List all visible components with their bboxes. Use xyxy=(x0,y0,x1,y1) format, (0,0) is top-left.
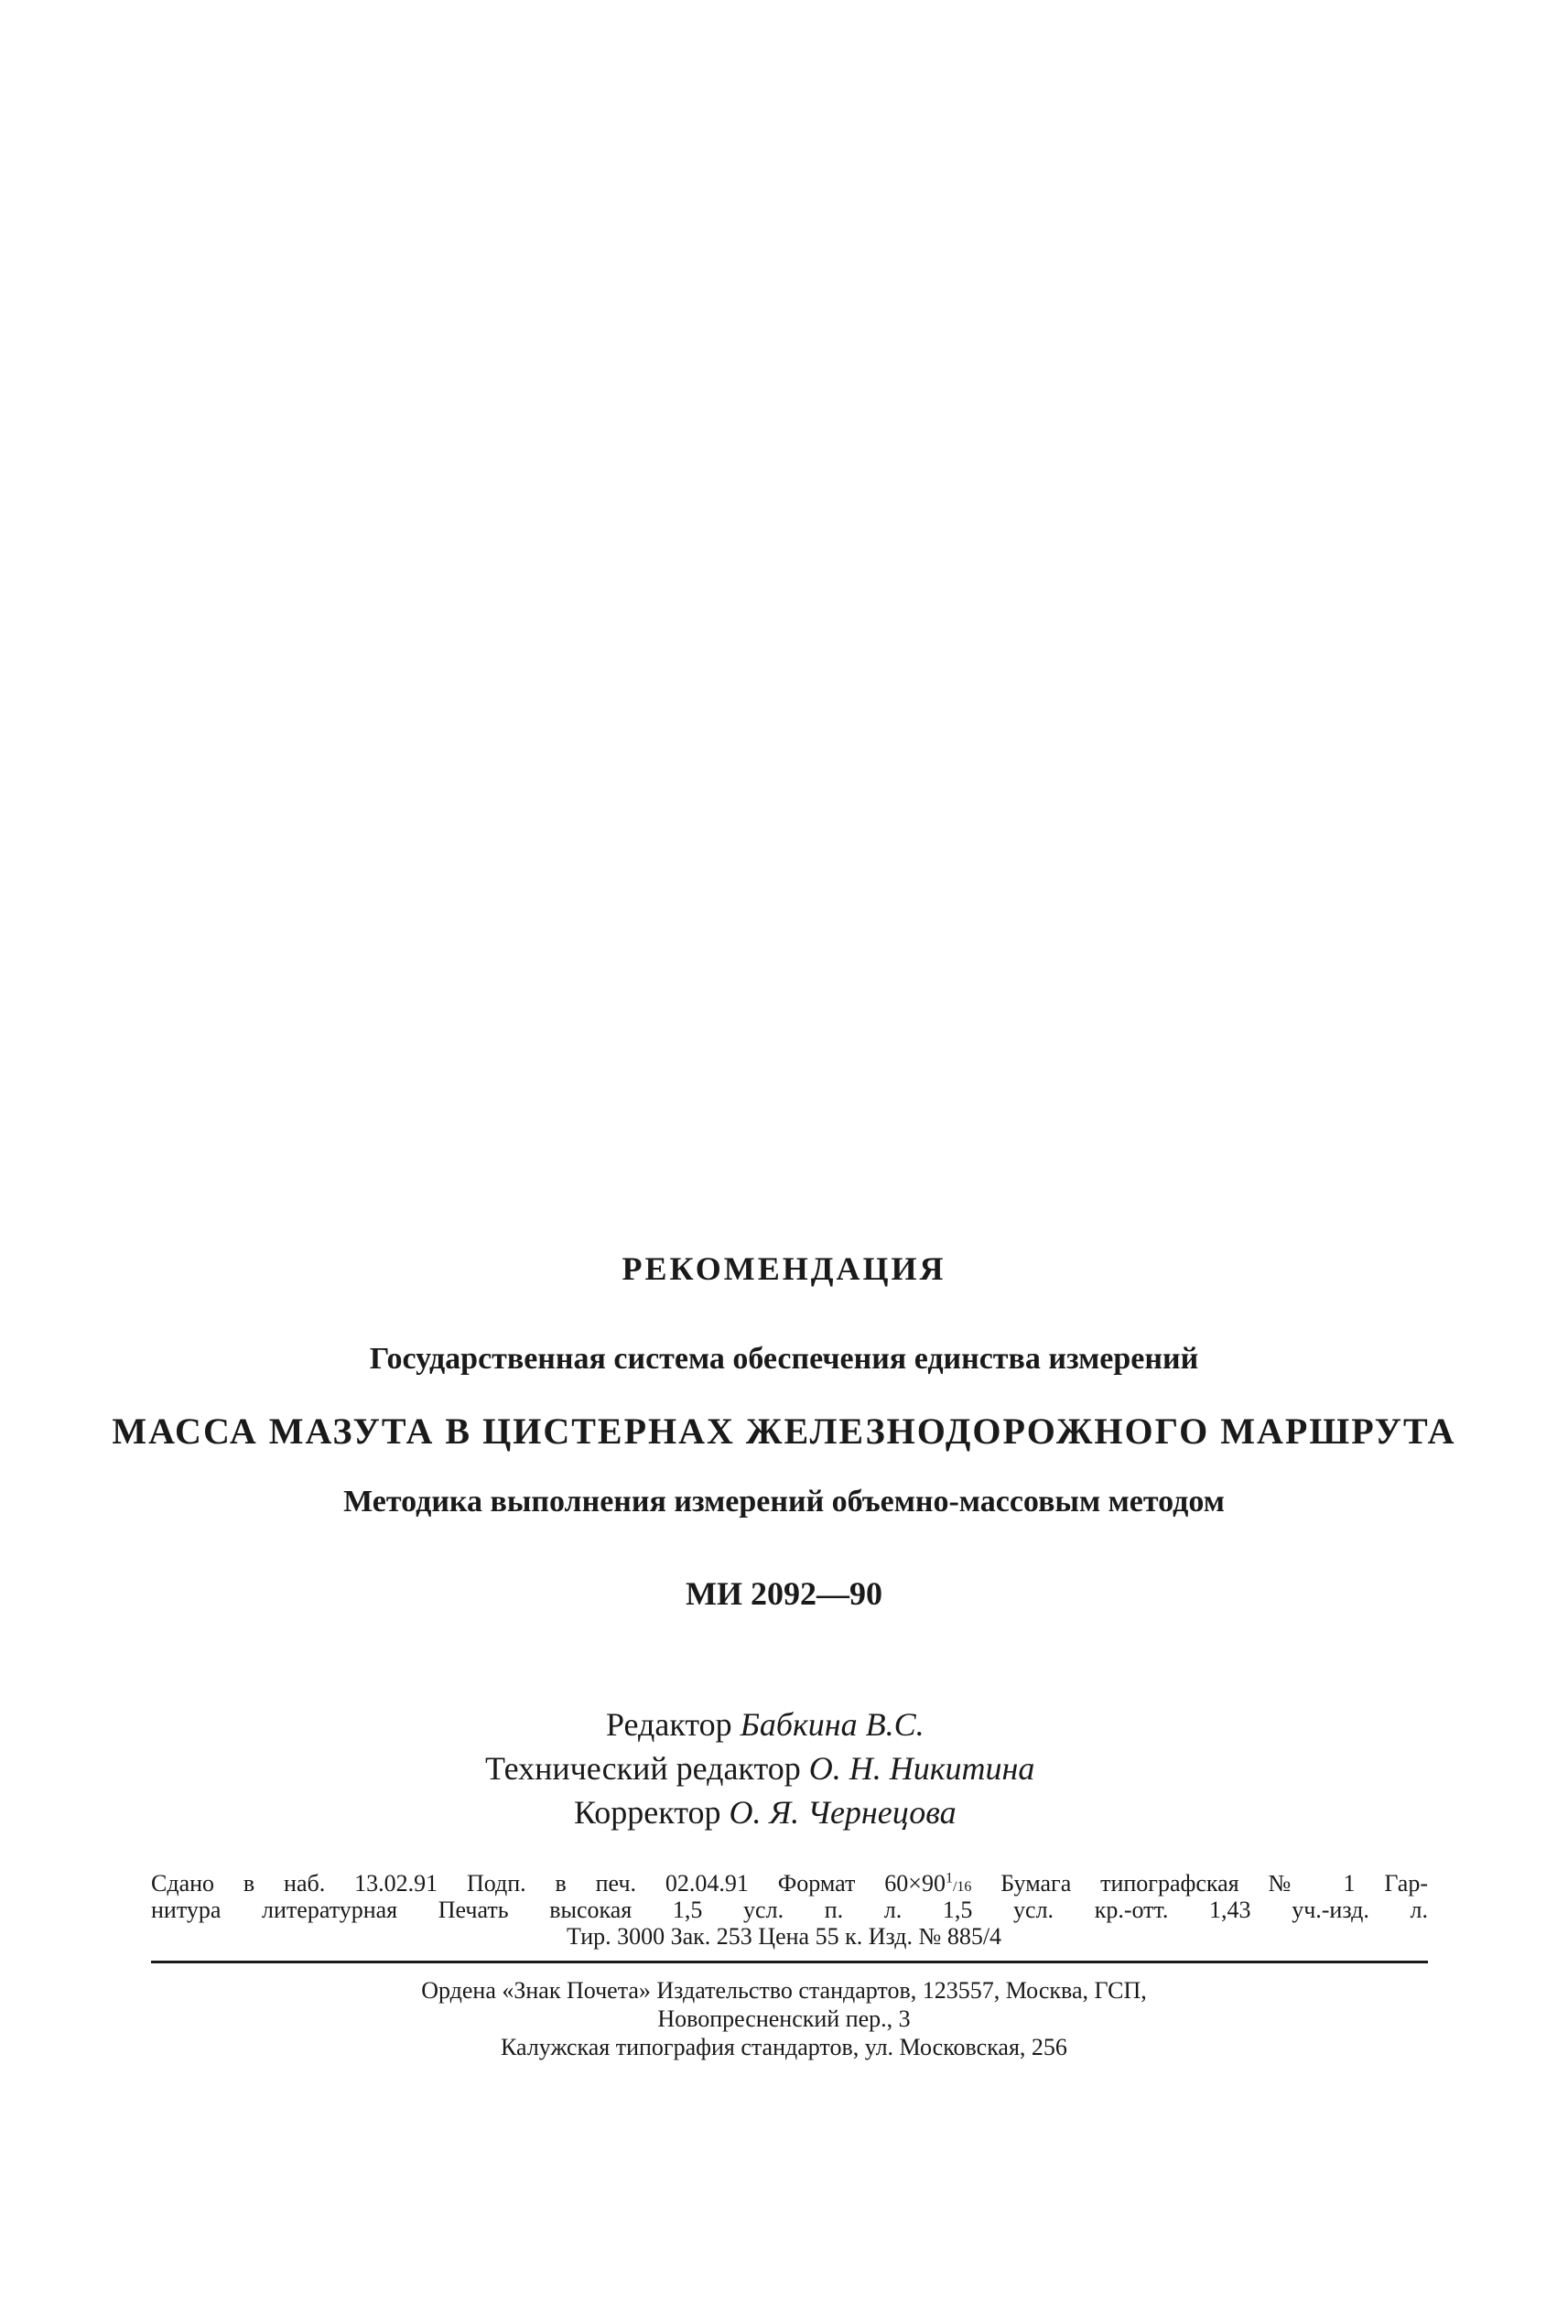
credit-name: О. Я. Чернецова xyxy=(729,1794,957,1831)
credit-role: Редактор xyxy=(606,1706,732,1743)
imprint-line-1-a: Сдано в наб. 13.02.91 Подп. в печ. 02.04.91 Формат 60×90 xyxy=(151,1870,946,1897)
publisher-line-1: Ордена «Знак Почета» Издательство стандартов, 123557, Москва, ГСП, xyxy=(421,1977,1147,2004)
credit-proofreader xyxy=(485,1790,1217,1834)
horizontal-rule xyxy=(151,1961,1428,1963)
imprint-format-sub: /16 xyxy=(952,1879,972,1895)
imprint-format-sup: 1 xyxy=(945,1870,953,1886)
imprint-line-2: нитура литературная Печать высокая 1,5 усл. п. л. 1,5 усл. кр.-отт. 1,43 уч.-изд. л. xyxy=(151,1897,1428,1923)
document-code: МИ 2092—90 xyxy=(686,1575,882,1612)
credit-editor xyxy=(485,1702,1217,1746)
document-subtitle: Методика выполнения измерений объемно-массовым методом xyxy=(343,1485,1225,1519)
credits-block xyxy=(485,1702,1217,1834)
credit-role: Технический редактор xyxy=(485,1750,801,1787)
credit-name: О. Н. Никитина xyxy=(808,1750,1035,1787)
credit-role: Корректор xyxy=(574,1794,721,1831)
publisher-line-2: Новопресненский пер., 3 xyxy=(657,2005,911,2032)
credit-name: Бабкина В.С. xyxy=(740,1706,925,1743)
publisher-line-3: Калужская типография стандартов, ул. Московская, 256 xyxy=(501,2034,1067,2060)
credit-tech-editor xyxy=(485,1746,1217,1790)
document-type: РЕКОМЕНДАЦИЯ xyxy=(622,1250,946,1287)
imprint-line-1-b: Бумага типографская № 1 Гар- xyxy=(971,1870,1428,1897)
document-system: Государственная система обеспечения единства измерений xyxy=(369,1342,1199,1376)
document-title: МАССА МАЗУТА В ЦИСТЕРНАХ ЖЕЛЕЗНОДОРОЖНОГО МАРШРУТА xyxy=(112,1411,1456,1452)
imprint-line-3: Тир. 3000 Зак. 253 Цена 55 к. Изд. № 885/4 xyxy=(566,1923,1002,1950)
